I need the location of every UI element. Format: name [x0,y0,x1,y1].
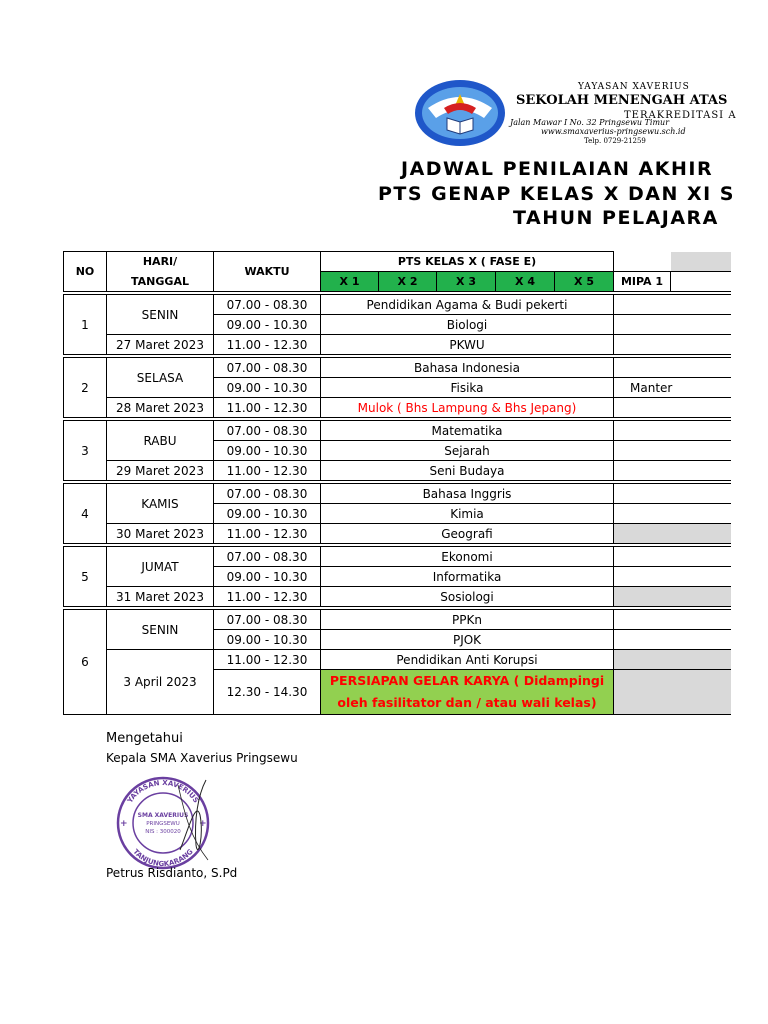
slot-subject: Bahasa Indonesia [321,358,614,378]
slot-subject: Seni Budaya [321,461,614,481]
slot-time: 07.00 - 08.30 [214,358,321,378]
slot-subject: Sosiologi [321,587,614,607]
day-date: 31 Maret 2023 [107,587,214,607]
slot-time: 11.00 - 12.30 [214,461,321,481]
slot-time: 11.00 - 12.30 [214,398,321,418]
school-logo-icon [414,78,506,148]
slot-time: 09.00 - 10.30 [214,378,321,398]
mipa-cell [614,567,731,587]
document-title-line2: PTS GENAP KELAS X DAN XI S [378,183,735,205]
slot-subject: Kimia [321,504,614,524]
principal-name: Petrus Risdianto, S.Pd [106,866,238,880]
header-class-group: PTS KELAS X ( FASE E) [321,252,614,272]
header-date: TANGGAL [107,272,214,292]
stamp-center-line3: NIS : 300020 [145,829,181,835]
slot-subject: PKWU [321,335,614,355]
stamp-top-text: YAYASAN XAVERIUS [125,778,201,805]
table-row [64,484,731,504]
document-title-line3: TAHUN PELAJARA [513,207,719,229]
mipa-cell: Manter [614,378,731,398]
header-gray-cell [671,252,731,272]
slot-subject: Matematika [321,421,614,441]
mipa-cell [614,547,731,567]
slot-subject: Bahasa Inggris [321,484,614,504]
day-number: 4 [64,484,107,544]
acknowledged-label: Mengetahui [106,731,183,746]
header-day: HARI/ [107,252,214,272]
mipa-cell [614,315,731,335]
table-row [64,398,731,418]
header-row-1 [64,252,731,272]
mipa-cell [614,358,731,378]
slot-subject: Pendidikan Agama & Budi pekerti [321,295,614,315]
table-row [64,421,731,441]
slot-subject: PJOK [321,630,614,650]
stamp-center-line2: PRINGSEWU [146,821,180,827]
mipa-cell [614,587,731,607]
slot-time: 07.00 - 08.30 [214,610,321,630]
svg-text:TANJUNGKARANG [131,848,194,869]
slot-time: 07.00 - 08.30 [214,547,321,567]
mipa-cell [614,504,731,524]
header-time: WAKTU [214,252,321,292]
school-name: SEKOLAH MENENGAH ATAS [516,93,728,108]
table-row [64,335,731,355]
slot-subject: Fisika [321,378,614,398]
day-date: 30 Maret 2023 [107,524,214,544]
slot-time: 07.00 - 08.30 [214,295,321,315]
mipa-cell [614,524,731,544]
stamp-center-line1: SMA XAVERIUS [137,812,189,819]
table-row [64,461,731,481]
table-row [64,524,731,544]
slot-subject: Sejarah [321,441,614,461]
day-name: SENIN [107,610,214,650]
principal-position: Kepala SMA Xaverius Pringsewu [106,751,298,765]
svg-text:+: + [120,819,128,829]
header-class-x5: X 5 [555,272,614,292]
slot-time: 09.00 - 10.30 [214,630,321,650]
day-name: SENIN [107,295,214,335]
mipa-cell [614,398,731,418]
slot-subject-highlight: PERSIAPAN GELAR KARYA ( Didampingi oleh fasilitator dan / atau wali kelas) [321,670,614,715]
table-row [64,358,731,378]
mipa-cell [614,421,731,441]
slot-time: 09.00 - 10.30 [214,441,321,461]
header-trailing-cell [671,272,731,292]
day-date: 28 Maret 2023 [107,398,214,418]
mipa-cell [614,630,731,650]
header-class-x1: X 1 [321,272,379,292]
school-phone: Telp. 0729-21259 [584,137,646,145]
slot-time: 11.00 - 12.30 [214,650,321,670]
accreditation: TERAKREDITASI A [624,110,737,121]
slot-subject: Geografi [321,524,614,544]
document-title-line1: JADWAL PENILAIAN AKHIR [401,158,714,180]
day-number: 3 [64,421,107,481]
mipa-cell [614,650,731,670]
day-number: 1 [64,295,107,355]
table-row [64,610,731,630]
slot-subject: Pendidikan Anti Korupsi [321,650,614,670]
mipa-cell [614,610,731,630]
slot-time: 09.00 - 10.30 [214,567,321,587]
svg-text:YAYASAN XAVERIUS [125,779,200,805]
school-stamp-icon [108,775,218,870]
school-address: Jalan Mawar I No. 32 Pringsewu Timur [510,118,670,127]
slot-subject: Mulok ( Bhs Lampung & Bhs Jepang) [321,398,614,418]
slot-time: 09.00 - 10.30 [214,504,321,524]
school-website: www.smaxaverius-pringsewu.sch.id [541,127,686,136]
table-row [64,587,731,607]
header-empty-cell [614,252,671,272]
header-class-x3: X 3 [437,272,496,292]
mipa-cell [614,335,731,355]
header-class-mipa1: MIPA 1 [614,272,671,292]
svg-text:+: + [199,819,207,829]
slot-subject: Informatika [321,567,614,587]
day-number: 6 [64,610,107,715]
table-row [64,295,731,315]
day-name: JUMAT [107,547,214,587]
slot-subject: Ekonomi [321,547,614,567]
mipa-cell [614,441,731,461]
slot-subject: PPKn [321,610,614,630]
day-number: 5 [64,547,107,607]
slot-time: 09.00 - 10.30 [214,315,321,335]
slot-time: 11.00 - 12.30 [214,524,321,544]
day-date: 3 April 2023 [107,650,214,715]
foundation-name: YAYASAN XAVERIUS [578,82,690,92]
table-row [64,547,731,567]
day-date: 27 Maret 2023 [107,335,214,355]
mipa-cell [614,295,731,315]
day-number: 2 [64,358,107,418]
header-no: NO [64,252,107,292]
slot-time: 12.30 - 14.30 [214,670,321,715]
header-class-x4: X 4 [496,272,555,292]
slot-subject: Biologi [321,315,614,335]
header-row-2 [64,272,731,292]
stamp-bottom-text: TANJUNGKARANG [131,847,195,869]
day-name: KAMIS [107,484,214,524]
day-name: RABU [107,421,214,461]
schedule-table [63,251,731,715]
day-name: SELASA [107,358,214,398]
slot-time: 07.00 - 08.30 [214,484,321,504]
table-row [64,650,731,670]
mipa-cell [614,670,731,715]
day-date: 29 Maret 2023 [107,461,214,481]
header-class-x2: X 2 [379,272,437,292]
mipa-cell [614,484,731,504]
slot-time: 11.00 - 12.30 [214,335,321,355]
mipa-cell [614,461,731,481]
slot-time: 07.00 - 08.30 [214,421,321,441]
slot-time: 11.00 - 12.30 [214,587,321,607]
